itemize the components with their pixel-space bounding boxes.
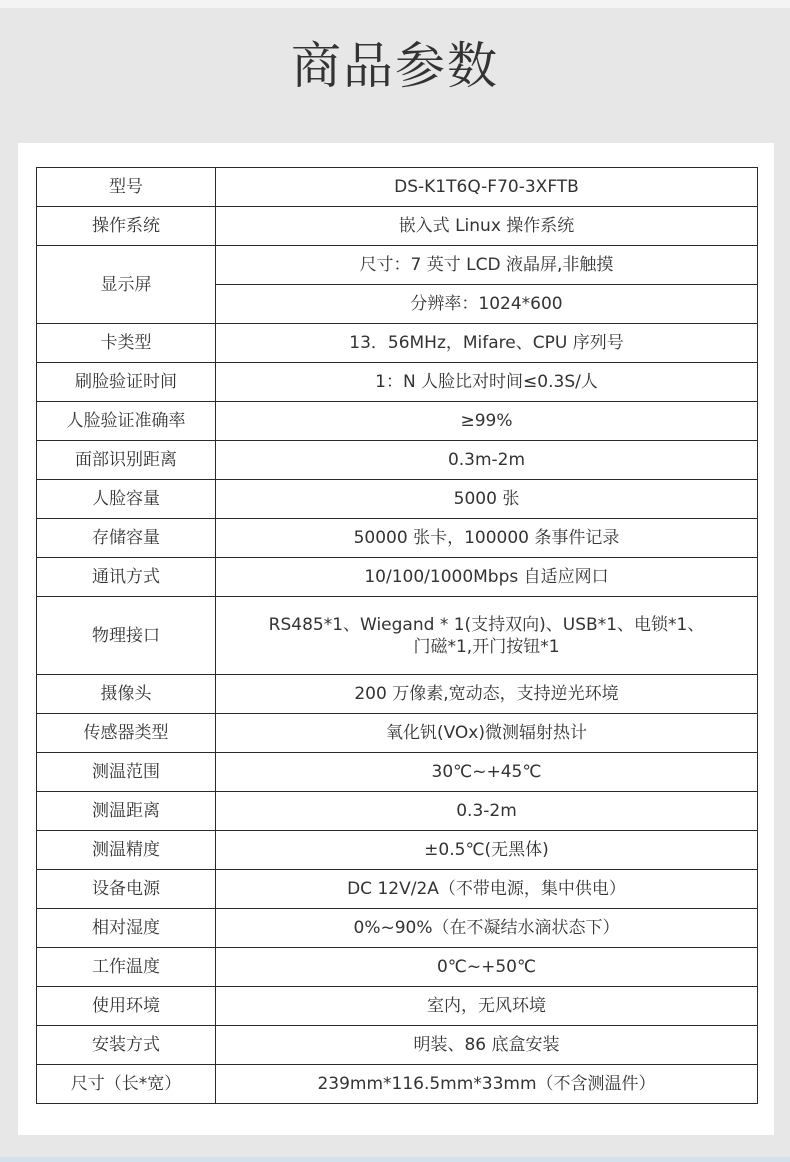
bottom-strip xyxy=(0,1157,790,1162)
table-row xyxy=(37,948,758,987)
spec-label-storage: 存储容量 xyxy=(37,519,216,558)
spec-label-temp-range: 测温范围 xyxy=(37,753,216,792)
table-row xyxy=(37,1026,758,1065)
spec-value-interfaces-line1: RS485*1、Wiegand * 1(支持双向)、USB*1、电锁*1、 xyxy=(268,614,705,635)
table-row xyxy=(37,753,758,792)
spec-value-storage: 50000 张卡，100000 条事件记录 xyxy=(216,519,758,558)
page-title: 商品参数 xyxy=(291,37,499,95)
spec-value-face-capacity: 5000 张 xyxy=(216,480,758,519)
spec-value-install: 明装、86 底盒安装 xyxy=(216,1026,758,1065)
table-row xyxy=(37,246,758,285)
spec-value-face-time: 1：N 人脸比对时间≤0.3S/人 xyxy=(216,363,758,402)
spec-label-interfaces: 物理接口 xyxy=(37,597,216,675)
spec-value-work-temp: 0℃~+50℃ xyxy=(216,948,758,987)
table-row xyxy=(37,714,758,753)
spec-label-sensor: 传感器类型 xyxy=(37,714,216,753)
table-row xyxy=(37,558,758,597)
spec-table xyxy=(36,167,758,1104)
spec-label-model: 型号 xyxy=(37,168,216,207)
spec-label-humidity: 相对湿度 xyxy=(37,909,216,948)
spec-value-sensor: 氧化钒(VOx)微测辐射热计 xyxy=(216,714,758,753)
spec-label-face-accuracy: 人脸验证准确率 xyxy=(37,402,216,441)
spec-value-environment: 室内，无风环境 xyxy=(216,987,758,1026)
spec-value-face-accuracy: ≥99% xyxy=(216,402,758,441)
table-row xyxy=(37,168,758,207)
spec-label-card-type: 卡类型 xyxy=(37,324,216,363)
spec-value-temp-distance: 0.3-2m xyxy=(216,792,758,831)
table-row xyxy=(37,792,758,831)
spec-label-power: 设备电源 xyxy=(37,870,216,909)
spec-value-interfaces-line2: 门磁*1,开门按钮*1 xyxy=(413,636,560,657)
spec-value-dimensions: 239mm*116.5mm*33mm（不含测温件） xyxy=(216,1065,758,1104)
table-row xyxy=(37,207,758,246)
spec-value-card-type: 13．56MHz，Mifare、CPU 序列号 xyxy=(216,324,758,363)
spec-label-environment: 使用环境 xyxy=(37,987,216,1026)
table-row xyxy=(37,870,758,909)
spec-value-os: 嵌入式 Linux 操作系统 xyxy=(216,207,758,246)
spec-value-temp-range: 30℃~+45℃ xyxy=(216,753,758,792)
spec-value-power: DC 12V/2A（不带电源，集中供电） xyxy=(216,870,758,909)
spec-label-temp-accuracy: 测温精度 xyxy=(37,831,216,870)
table-row xyxy=(37,519,758,558)
spec-label-comm: 通讯方式 xyxy=(37,558,216,597)
table-row xyxy=(37,675,758,714)
table-row xyxy=(37,402,758,441)
table-row xyxy=(37,831,758,870)
table-row xyxy=(37,441,758,480)
table-row xyxy=(37,597,758,675)
spec-label-work-temp: 工作温度 xyxy=(37,948,216,987)
table-row xyxy=(37,909,758,948)
spec-label-temp-distance: 测温距离 xyxy=(37,792,216,831)
table-row xyxy=(37,987,758,1026)
spec-label-display: 显示屏 xyxy=(37,246,216,324)
spec-value-display-size: 尺寸：7 英寸 LCD 液晶屏,非触摸 xyxy=(216,246,758,285)
spec-value-interfaces xyxy=(216,597,758,675)
table-row xyxy=(37,1065,758,1104)
spec-label-face-distance: 面部识别距离 xyxy=(37,441,216,480)
spec-value-camera: 200 万像素,宽动态，支持逆光环境 xyxy=(216,675,758,714)
table-row xyxy=(37,324,758,363)
spec-label-install: 安装方式 xyxy=(37,1026,216,1065)
spec-card xyxy=(18,143,774,1135)
top-strip xyxy=(0,0,790,8)
spec-value-humidity: 0%~90%（在不凝结水滴状态下） xyxy=(216,909,758,948)
header-banner xyxy=(0,8,790,126)
table-row xyxy=(37,363,758,402)
spec-label-face-time: 刷脸验证时间 xyxy=(37,363,216,402)
spec-label-os: 操作系统 xyxy=(37,207,216,246)
spec-value-comm: 10/100/1000Mbps 自适应网口 xyxy=(216,558,758,597)
spec-value-temp-accuracy: ±0.5℃(无黑体) xyxy=(216,831,758,870)
spec-label-face-capacity: 人脸容量 xyxy=(37,480,216,519)
table-row xyxy=(37,480,758,519)
spec-value-display-resolution: 分辨率：1024*600 xyxy=(216,285,758,324)
spec-value-face-distance: 0.3m-2m xyxy=(216,441,758,480)
spec-value-model: DS-K1T6Q-F70-3XFTB xyxy=(216,168,758,207)
spec-label-camera: 摄像头 xyxy=(37,675,216,714)
spec-label-dimensions: 尺寸（长*宽） xyxy=(37,1065,216,1104)
